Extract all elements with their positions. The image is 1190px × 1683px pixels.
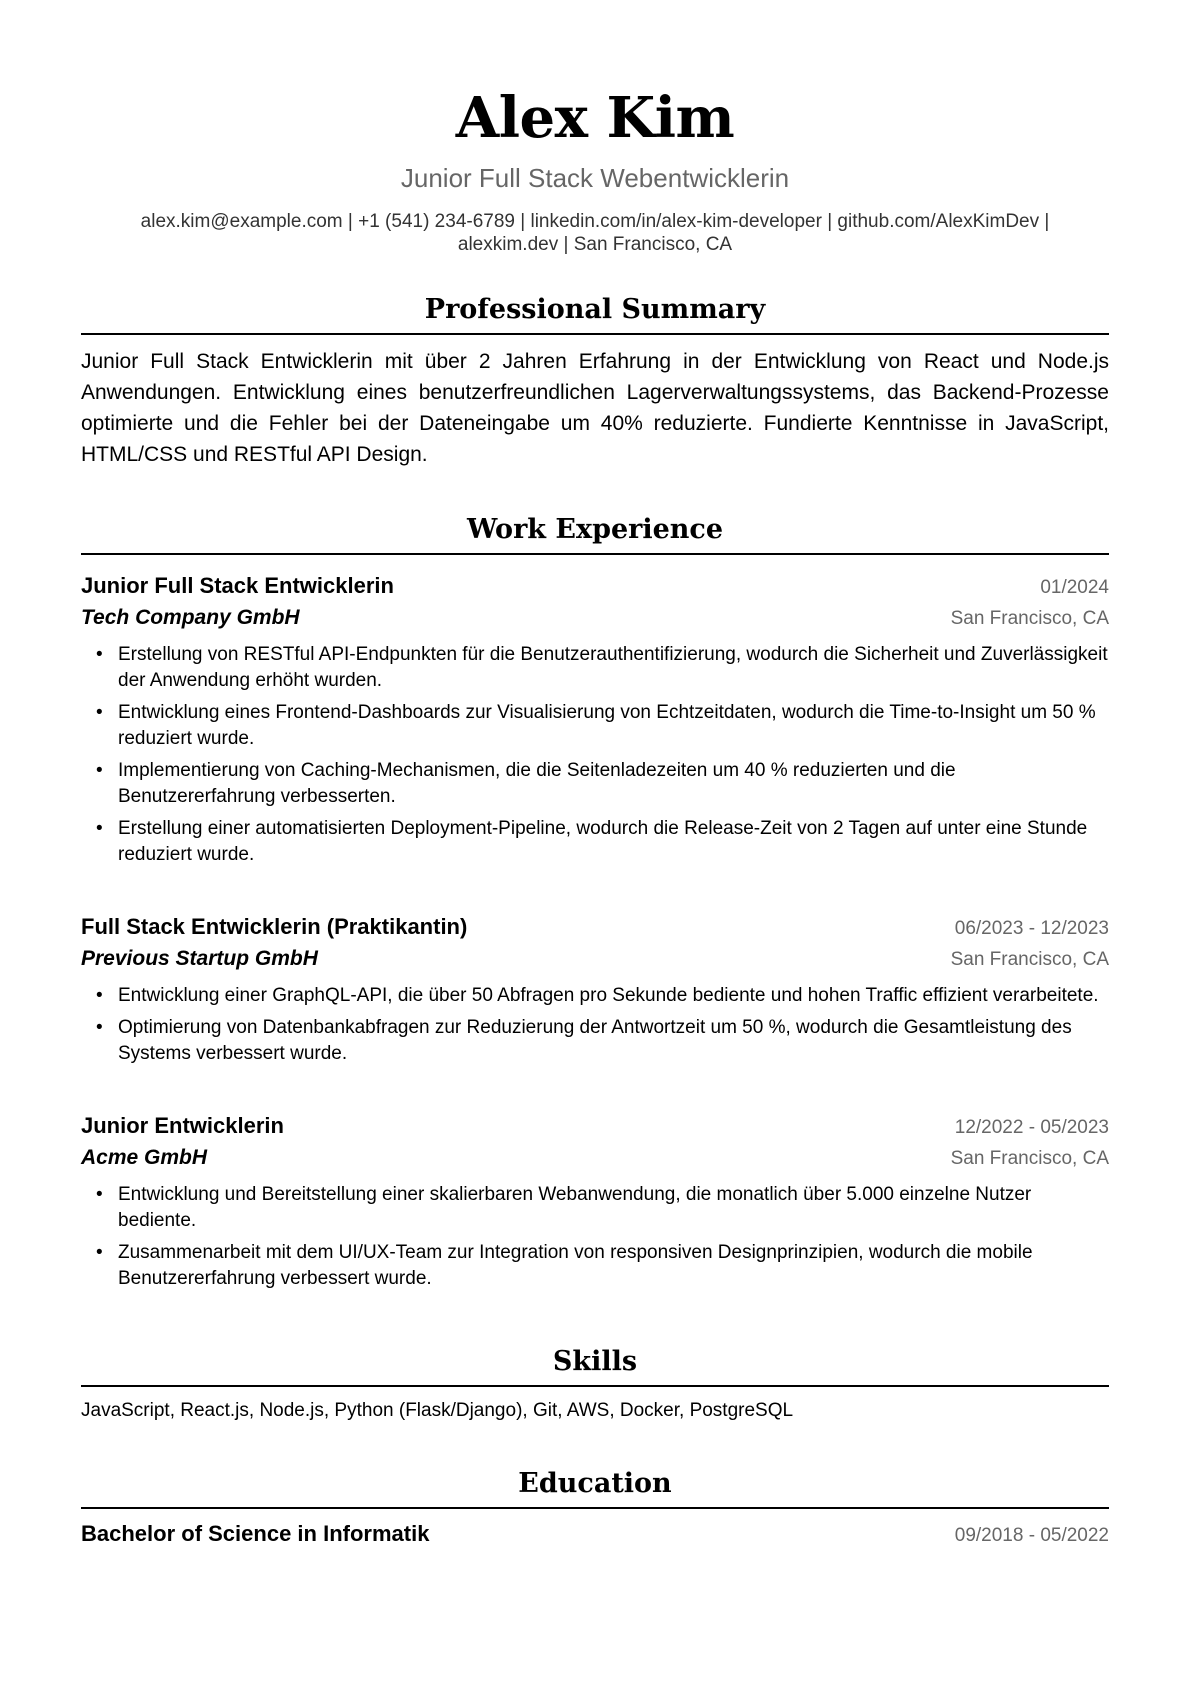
job-header-row [81,571,1109,603]
job-entry [81,1111,1109,1292]
summary-title: Professional Summary [81,292,1109,335]
skills-title: Skills [81,1344,1109,1387]
job-bullet: • Entwicklung einer GraphQL-API, die über 50 Abfragen pro Sekunde bediente und hohen Traffic effizient verarbeitete. [118,983,1109,1009]
job-bullet: • Erstellung von RESTful API-Endpunkten für die Benutzerauthentifizierung, wodurch die Sicherheit und Zuverlässigkeit der Anwendung erhöht wurden. [118,642,1109,694]
summary-text: Junior Full Stack Entwicklerin mit über 2 Jahren Erfahrung in der Entwicklung von React und Node.js Anwendungen. Entwicklung eines benutzerfreundlichen Lagerverwaltungssystems, das Backend-Prozesse optimierte und die Fehler bei der Dateneingabe um 40% reduzierte. Fundierte Kenntnisse in JavaScript, HTML/CSS und RESTful API Design. [81,350,1109,466]
experience-section [81,512,1109,1292]
job-location: San Francisco, CA [950,608,1109,629]
job-bullet: • Erstellung einer automatisierten Deployment-Pipeline, wodurch die Release-Zeit von 2 Tagen auf unter eine Stunde reduziert wurde. [118,816,1109,868]
job-bullets [81,642,1109,868]
job-company: Acme GmbH [81,1146,208,1169]
skills-section [81,1344,1109,1424]
job-company-row [81,603,1109,634]
education-section [81,1466,1109,1551]
contact-line-2: alexkim.dev | San Francisco, CA [457,234,733,255]
candidate-name: Alex Kim [455,85,735,151]
job-bullet: • Optimierung von Datenbankabfragen zur Reduzierung der Antwortzeit um 50 %, wodurch die Gesamtleistung des Systems verbessert wurde. [118,1015,1109,1067]
education-date: 09/2018 - 05/2022 [954,1525,1109,1546]
job-bullet: • Implementierung von Caching-Mechanismen, die die Seitenladezeiten um 40 % reduzierten und die Benutzererfahrung verbesserten. [118,758,1109,810]
candidate-subtitle: Junior Full Stack Webentwicklerin [400,163,790,193]
job-company-row [81,944,1109,975]
job-header-row [81,912,1109,944]
job-date: 06/2023 - 12/2023 [954,918,1109,939]
job-date: 01/2024 [1040,577,1109,598]
job-title: Junior Full Stack Entwicklerin [81,573,394,598]
job-entry [81,912,1109,1067]
experience-title: Work Experience [81,512,1109,555]
job-company: Tech Company GmbH [81,606,300,629]
job-company: Previous Startup GmbH [81,947,318,970]
job-bullets [81,983,1109,1067]
job-bullet: • Zusammenarbeit mit dem UI/UX-Team zur Integration von responsiven Designprinzipien, wodurch die mobile Benutzererfahrung verbessert wurde. [118,1240,1109,1292]
job-bullet: • Entwicklung und Bereitstellung einer skalierbaren Webanwendung, die monatlich über 5.000 einzelne Nutzer bediente. [118,1182,1109,1234]
education-title: Education [81,1466,1109,1509]
job-header-row [81,1111,1109,1143]
contact-info [105,210,1085,256]
job-location: San Francisco, CA [950,1148,1109,1169]
skills-text: JavaScript, React.js, Node.js, Python (Flask/Django), Git, AWS, Docker, PostgreSQL [81,1400,794,1421]
job-date: 12/2022 - 05/2023 [954,1117,1109,1138]
education-entry [81,1519,1109,1551]
education-degree: Bachelor of Science in Informatik [81,1521,430,1546]
job-title: Full Stack Entwicklerin (Praktikantin) [81,914,468,939]
summary-section [81,292,1109,470]
contact-line-1: alex.kim@example.com | +1 (541) 234-6789 | linkedin.com/in/alex-kim-developer | github.com/AlexKimDev | [140,211,1050,232]
job-bullet: • Entwicklung eines Frontend-Dashboards zur Visualisierung von Echtzeitdaten, wodurch die Time-to-Insight um 50 % reduziert wurde. [118,700,1109,752]
job-title: Junior Entwicklerin [81,1113,284,1138]
job-location: San Francisco, CA [950,949,1109,970]
job-bullets [81,1182,1109,1292]
resume-header [81,0,1109,256]
job-entry [81,571,1109,868]
job-company-row [81,1143,1109,1174]
